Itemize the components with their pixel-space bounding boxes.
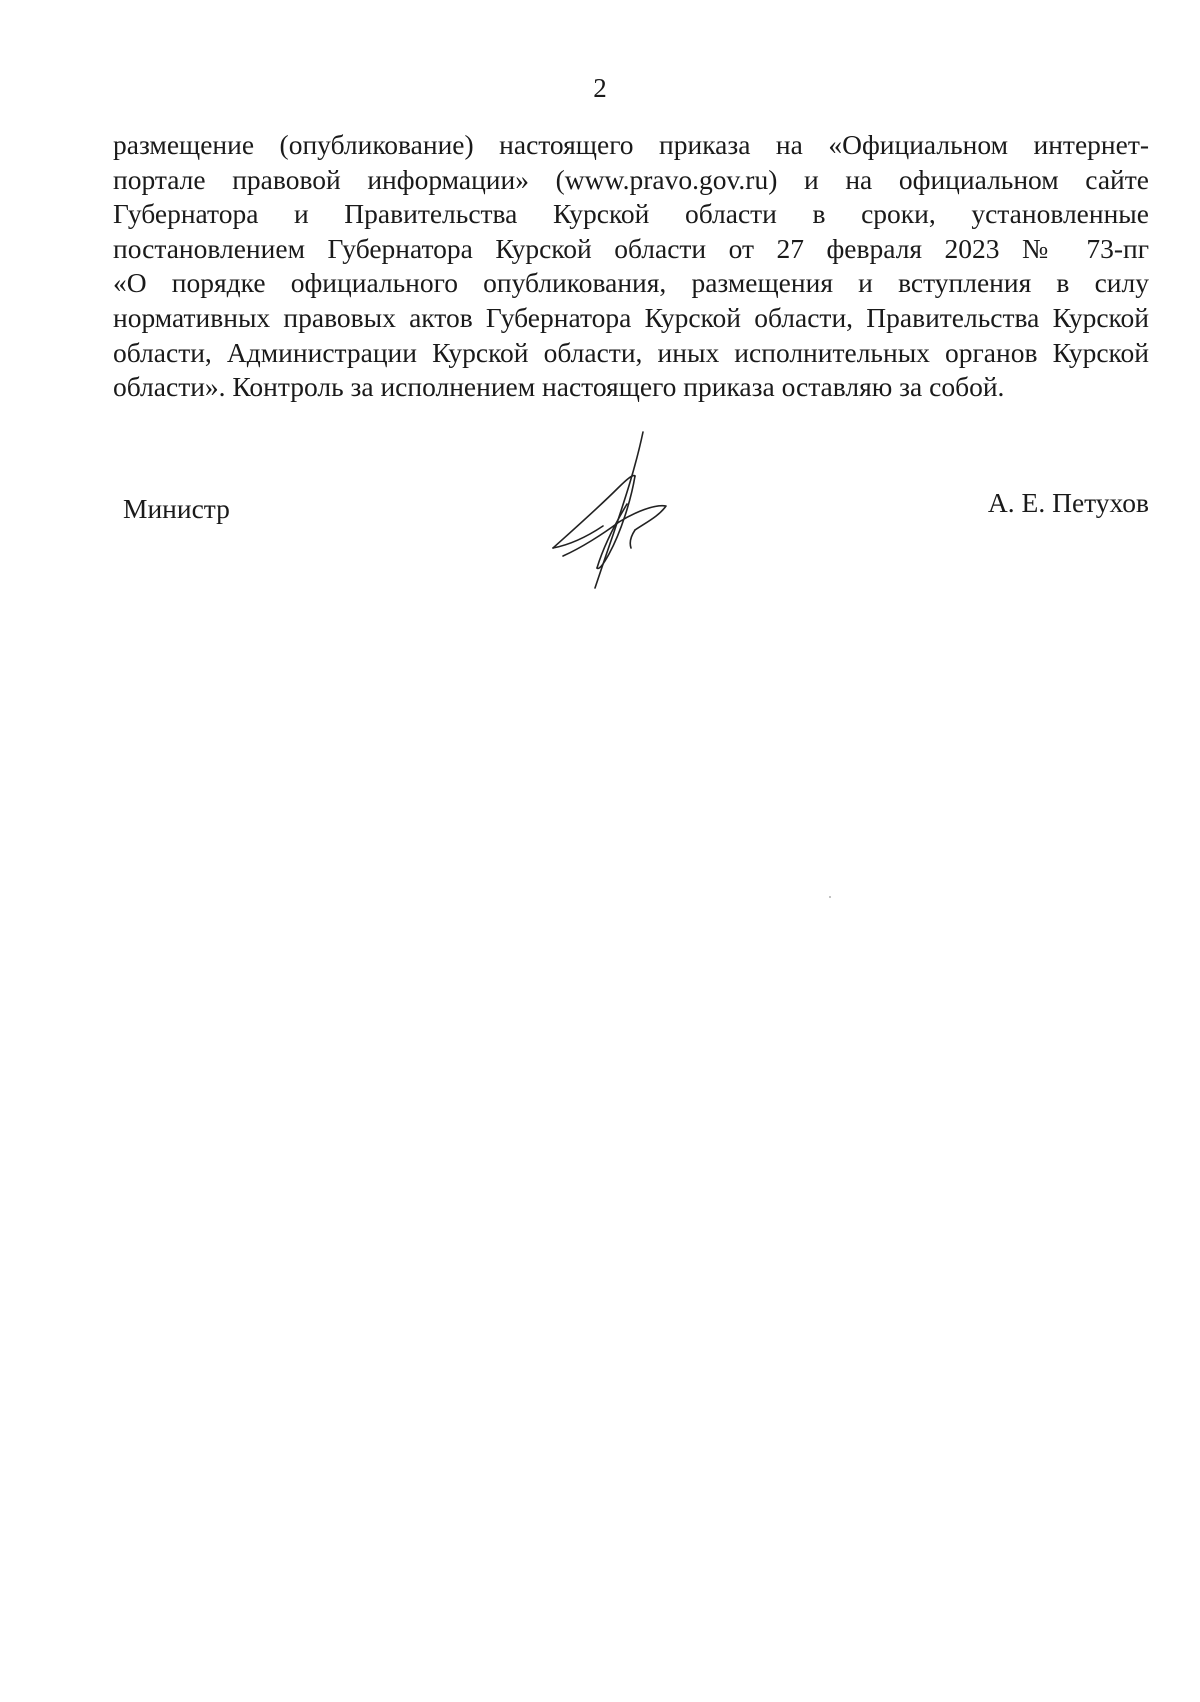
page-number: 2 [593, 73, 607, 103]
signature-icon [523, 430, 673, 590]
body-paragraph [113, 128, 1149, 405]
paragraph-line: области». Контроль за исполнением настоящего приказа оставляю за собой. [113, 371, 1005, 403]
paragraph-line: области, Администрации Курской области, иных исполнительных органов Курской [113, 336, 1149, 368]
signature-block [113, 430, 1149, 590]
signer-position: Министр [123, 493, 230, 524]
paragraph-line: нормативных правовых актов Губернатора Курской области, Правительства Курской [113, 301, 1149, 333]
handwritten-signature [523, 430, 673, 590]
paragraph-line: Губернатора и Правительства Курской области в сроки, установленные [113, 198, 1149, 230]
scan-speck [829, 896, 831, 898]
signer-name: А. Е. Петухов [987, 487, 1149, 518]
paragraph-line: «О порядке официального опубликования, размещения и вступления в силу [113, 267, 1149, 299]
paragraph-line: размещение (опубликование) настоящего приказа на «Официальном интернет- [113, 129, 1149, 160]
paragraph-line: постановлением Губернатора Курской области от 27 февраля 2023 № 73-пг [113, 232, 1149, 264]
paragraph-line: портале правовой информации» (www.pravo.gov.ru) и на официальном сайте [113, 163, 1149, 195]
